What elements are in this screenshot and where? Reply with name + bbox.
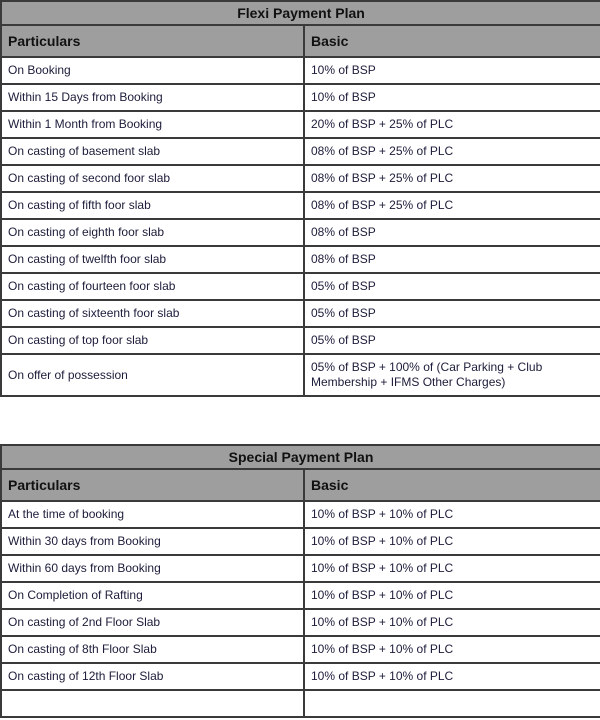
basic-cell: 08% of BSP	[304, 219, 600, 246]
table-row	[1, 57, 600, 84]
basic-cell: 10% of BSP	[304, 57, 600, 84]
table-row	[1, 528, 600, 555]
particular-cell: Within 30 days from Booking	[1, 528, 304, 555]
basic-cell: 20% of BSP + 25% of PLC	[304, 111, 600, 138]
particular-cell: On offer of possession	[1, 354, 304, 396]
particular-cell: On casting of twelfth foor slab	[1, 246, 304, 273]
table-row	[1, 300, 600, 327]
basic-cell: 05% of BSP	[304, 327, 600, 354]
basic-cell: 10% of BSP + 10% of PLC	[304, 609, 600, 636]
particular-cell: On casting of 2nd Floor Slab	[1, 609, 304, 636]
table-row	[1, 273, 600, 300]
particular-cell: On Completion of Rafting	[1, 582, 304, 609]
table-header-row	[1, 25, 600, 57]
particular-cell: On casting of basement slab	[1, 138, 304, 165]
basic-cell: 10% of BSP + 10% of PLC	[304, 636, 600, 663]
particular-cell: Within 1 Month from Booking	[1, 111, 304, 138]
basic-cell: 10% of BSP + 10% of PLC	[304, 663, 600, 690]
basic-cell: 10% of BSP + 10% of PLC	[304, 555, 600, 582]
basic-cell: 08% of BSP + 25% of PLC	[304, 138, 600, 165]
table-row	[1, 663, 600, 690]
particular-cell: On casting of top foor slab	[1, 327, 304, 354]
column-header-particulars: Particulars	[1, 25, 304, 57]
basic-cell: 10% of BSP + 10% of PLC	[304, 582, 600, 609]
table-row	[1, 555, 600, 582]
table-row	[1, 111, 600, 138]
table-row	[1, 609, 600, 636]
particular-cell: On casting of fourteen foor slab	[1, 273, 304, 300]
column-header-basic: Basic	[304, 469, 600, 501]
column-header-particulars: Particulars	[1, 469, 304, 501]
basic-cell: 05% of BSP + 100% of (Car Parking + Club Membership + IFMS Other Charges)	[304, 354, 600, 396]
particular-cell: On casting of sixteenth foor slab	[1, 300, 304, 327]
particular-cell: On casting of second foor slab	[1, 165, 304, 192]
table-row	[1, 582, 600, 609]
basic-cell: 10% of BSP + 10% of PLC	[304, 501, 600, 528]
table-header-row	[1, 469, 600, 501]
basic-cell	[304, 690, 600, 717]
table-title: Flexi Payment Plan	[1, 1, 600, 25]
table-title: Special Payment Plan	[1, 445, 600, 469]
table-row	[1, 501, 600, 528]
table-title-row	[1, 445, 600, 469]
table-row	[1, 219, 600, 246]
basic-cell: 05% of BSP	[304, 273, 600, 300]
basic-cell: 05% of BSP	[304, 300, 600, 327]
particular-cell: On casting of 12th Floor Slab	[1, 663, 304, 690]
table-title-row	[1, 1, 600, 25]
table-row	[1, 165, 600, 192]
basic-cell: 08% of BSP + 25% of PLC	[304, 165, 600, 192]
table-row	[1, 354, 600, 396]
basic-cell: 10% of BSP + 10% of PLC	[304, 528, 600, 555]
table-row	[1, 327, 600, 354]
particular-cell: On casting of 8th Floor Slab	[1, 636, 304, 663]
table-row	[1, 246, 600, 273]
table-row	[1, 690, 600, 717]
basic-cell: 08% of BSP + 25% of PLC	[304, 192, 600, 219]
basic-cell: 08% of BSP	[304, 246, 600, 273]
column-header-basic: Basic	[304, 25, 600, 57]
particular-cell: At the time of booking	[1, 501, 304, 528]
table-row	[1, 192, 600, 219]
particular-cell: On Booking	[1, 57, 304, 84]
basic-cell: 10% of BSP	[304, 84, 600, 111]
particular-cell: Within 60 days from Booking	[1, 555, 304, 582]
table-row	[1, 138, 600, 165]
special-payment-plan-table	[0, 444, 600, 718]
particular-cell	[1, 690, 304, 717]
particular-cell: On casting of eighth foor slab	[1, 219, 304, 246]
particular-cell: Within 15 Days from Booking	[1, 84, 304, 111]
particular-cell: On casting of fifth foor slab	[1, 192, 304, 219]
table-row	[1, 84, 600, 111]
table-row	[1, 636, 600, 663]
